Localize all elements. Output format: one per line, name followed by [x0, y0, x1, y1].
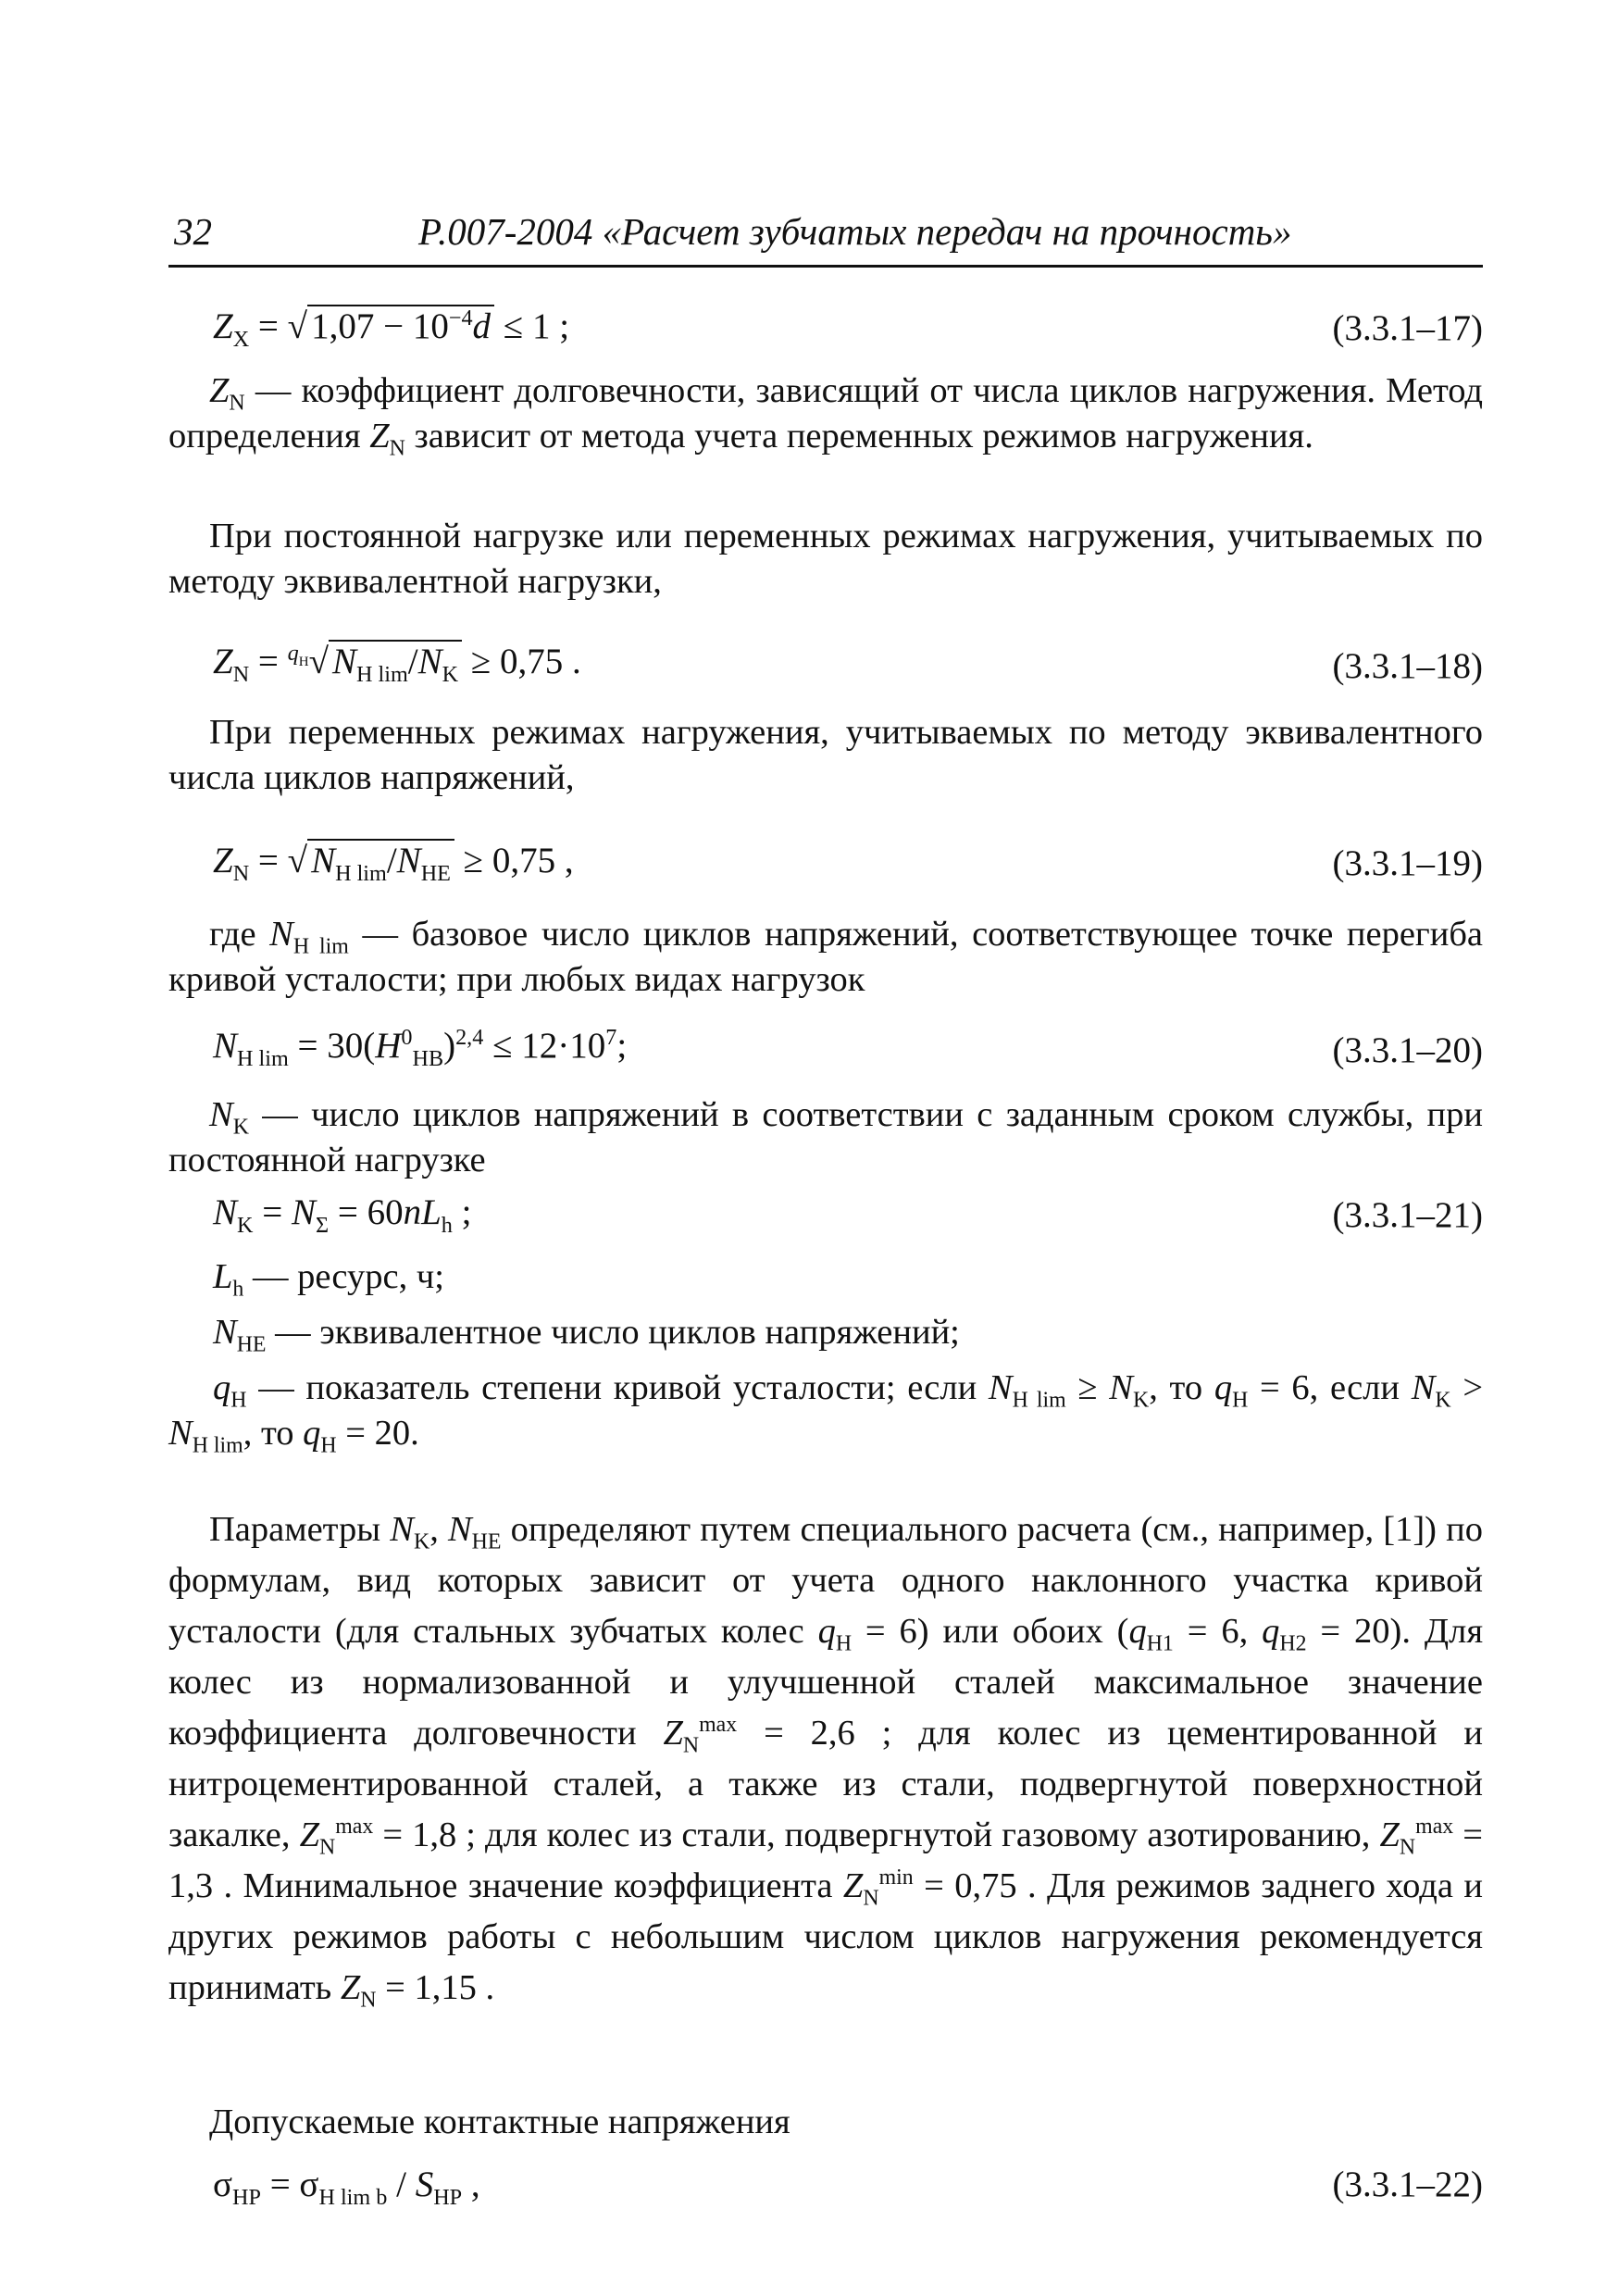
- page-number: 32: [174, 210, 212, 253]
- paragraph-nhlim-definition: где $N_{H lim}$ — базовое число циклов напряжений, соответствующее точке перегиба кривой усталости; при любых видах нагрузок: [168, 915, 1483, 999]
- paragraph-parameters: Параметры $N_K$, $N_{HE}$ определяют путем специального расчета (см., например, [1]) по формулам, вид которых зависит от учета одного наклонного участка кривой усталости (для стальных зубчатых колес $q_H = 6$) или обоих ($q_{H1} = 6$, $q_{H2} = 20$). Для колес из нормализованной и улучшенной сталей максимальное значение коэффициента долговечности $Z_N^{max} = 2,6$ ; для колес из цементированной и нитроцементированной сталей, а также из стали, подвергнутой поверхностной закалке, $Z_N^{max} = 1,8$ ; для колес из стали, подвергнутой газовому азотированию, $Z_N^{max} = 1,3$ . Минимальное значение коэффициента $Z_N^{min} = 0,75$ . Для режимов заднего хода и других режимов работы с небольшим числом циклов нагружения рекомендуется принимать $Z_N = 1,15$ .: [168, 1510, 1484, 2013]
- nhe-definition: $N_{HE}$ — эквивалентное число циклов напряжений;: [213, 1313, 960, 1357]
- formula-zn-equivalent-load: $Z_N = ^{q_H}√$ $N_{H lim}/N_K \ge 0,75$ .: [213, 641, 581, 687]
- equation-number: (3.3.1–17): [1332, 308, 1483, 348]
- formula-nk: $N_K = N_\Sigma = 60nL_h$ ;: [213, 1192, 472, 1238]
- paragraph-allowable-stresses: Допускаемые контактные напряжения: [209, 2103, 790, 2141]
- paragraph-variable-load: При переменных режимах нагружения, учитываемых по методу эквивалентного числа циклов напряжений,: [168, 713, 1483, 797]
- qh-definition: $q_H$ — показатель степени кривой усталости; если $N_{H lim} \ge N_K$, то $q_H = 6$, если $N_K > N_{H lim}$, то $q_H = 20$.: [168, 1368, 1484, 1458]
- equation-number: (3.3.1–21): [1332, 1195, 1483, 1235]
- equation-number: (3.3.1–22): [1332, 2165, 1483, 2204]
- page-header: [168, 209, 1483, 268]
- paragraph-constant-load: При постоянной нагрузке или переменных режимах нагружения, учитываемых по методу эквивалентной нагрузки,: [168, 517, 1483, 601]
- running-title: Р.007-2004 «Расчет зубчатых передач на прочность»: [418, 210, 1292, 253]
- formula-zx: $Z_X$ = √ $1,07 - 10^{-4}d \le 1$ ;: [213, 306, 570, 352]
- equation-number: (3.3.1–19): [1332, 843, 1483, 883]
- formula-zn-equivalent-cycles: $Z_N$ = √ $N_{H lim}/N_{HE} \ge 0,75$ ,: [213, 841, 574, 886]
- equation-number: (3.3.1–18): [1332, 646, 1483, 686]
- equation-number: (3.3.1–20): [1332, 1030, 1483, 1070]
- formula-sigma-hp: $\sigma_{HP} = \sigma_{H lim b} / S_{HP}$ ,: [213, 2165, 480, 2210]
- lh-definition: $L_h$ — ресурс, ч;: [213, 1257, 444, 1302]
- formula-nhlim: $N_{H lim} = 30(H^0_{HB})^{2,4} \le 12\cdot 10^7$;: [213, 1025, 628, 1071]
- paragraph-nk-definition: $N_K$ — число циклов напряжений в соответствии с заданным сроком службы, при постоянной нагрузке: [168, 1095, 1484, 1179]
- paragraph-zn-definition: $Z_N$ — коэффициент долговечности, зависящий от числа циклов нагружения. Метод определения $Z_N$ зависит от метода учета переменных режимов нагружения.: [168, 371, 1484, 461]
